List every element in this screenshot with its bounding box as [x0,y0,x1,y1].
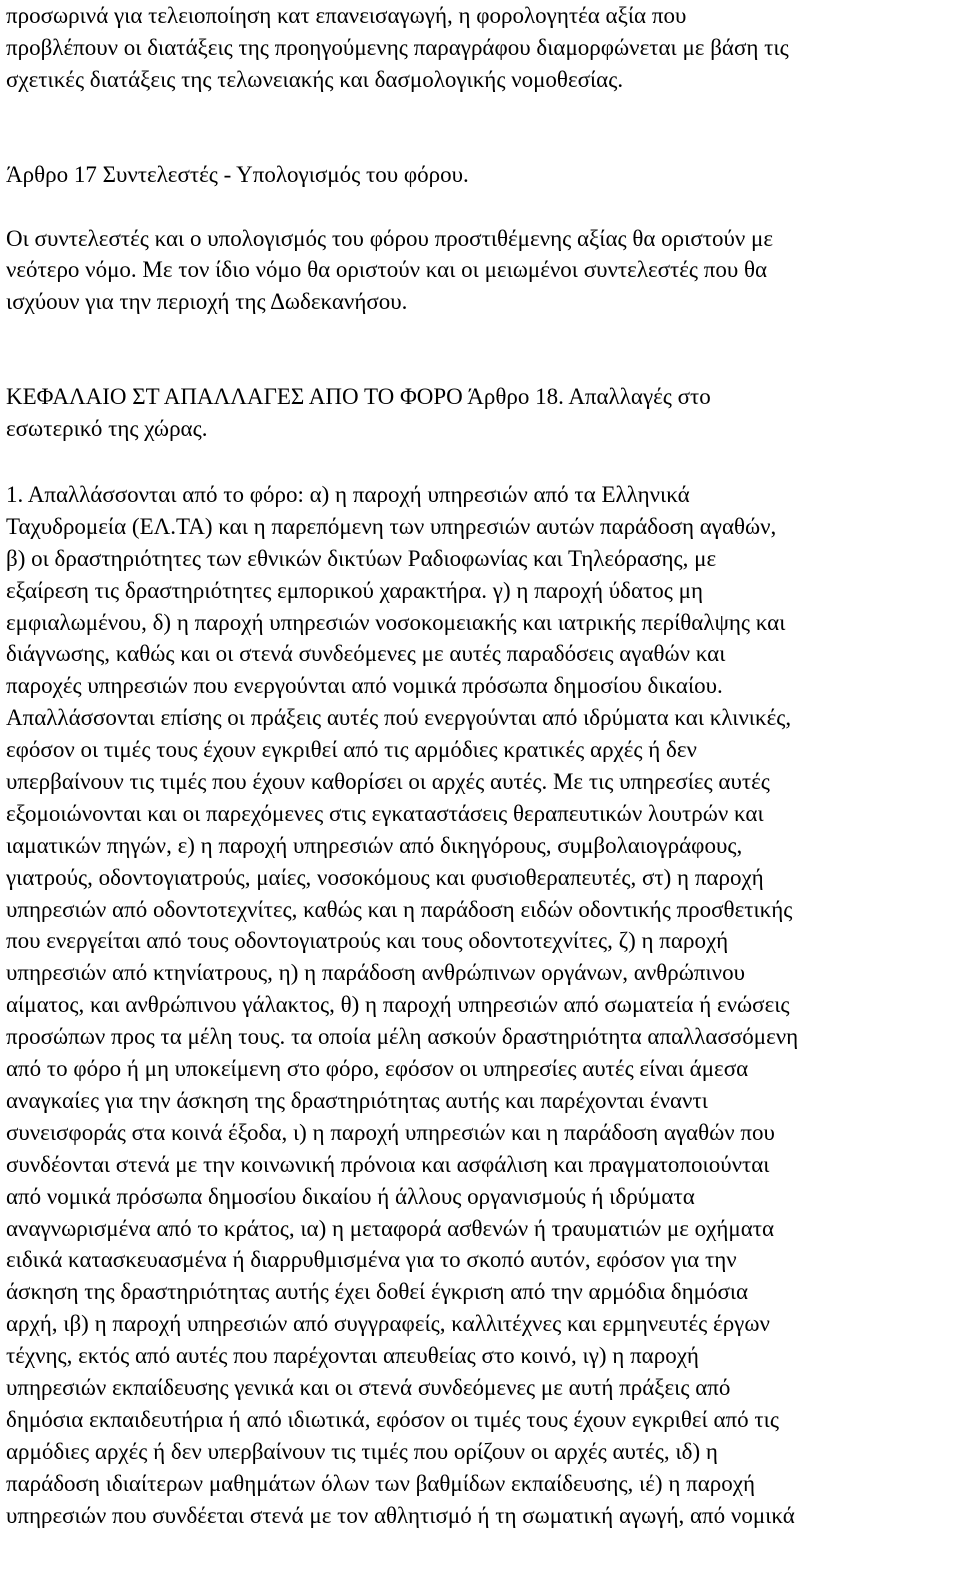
chapter-heading-line: ΚΕΦΑΛΑΙΟ ΣΤ ΑΠΑΛΛΑΓΕΣ ΑΠΟ ΤΟ ΦΟΡΟ Άρθρο 18. Απαλλαγές στο [6,384,711,410]
text-line: άσκηση της δραστηριότητας αυτής έχει δοθεί έγκριση από την αρμόδια δημόσια [6,1279,749,1305]
paragraph-1 [6,479,950,1531]
text-line: υπηρεσιών από οδοντοτεχνίτες, καθώς και η παράδοση ειδών οδοντικής προσθετικής [6,896,793,922]
text-line: από νομικά πρόσωπα δημοσίου δικαίου ή άλλους οργανισμούς ή ιδρύματα [6,1183,695,1209]
text-line: παράδοση ιδιαίτερων μαθημάτων όλων των βαθμίδων εκπαίδευσης, ιέ) η παροχή [6,1470,755,1496]
paragraph-spacer [6,191,950,223]
intro-paragraph [6,0,950,96]
article-17-section [6,159,950,319]
text-line: εφόσον οι τιμές τους έχουν εγκριθεί από τις αρμόδιες κρατικές αρχές ή δεν [6,737,697,763]
chapter-heading [6,381,950,445]
text-line: Ταχυδρομεία (ΕΛ.ΤΑ) και η παρεπόμενη των υπηρεσιών αυτών παράδοση αγαθών, [6,513,777,539]
text-line: ειδικά κατασκευασμένα ή διαρρυθμισμένα για το σκοπό αυτόν, εφόσον για την [6,1247,737,1273]
text-line: β) οι δραστηριότητες των εθνικών δικτύων Ραδιοφωνίας και Τηλεόρασης, με [6,545,717,571]
paragraph-spacer [6,445,950,479]
text-line: Οι συντελεστές και ο υπολογισμός του φόρου προστιθέμενης αξίας θα οριστούν με [6,225,774,251]
article-17-heading: Άρθρο 17 Συντελεστές - Υπολογισμός του φόρου. [6,161,469,187]
text-line: παροχές υπηρεσιών που ενεργούνται από νομικά πρόσωπα δημοσίου δικαίου. [6,673,723,699]
text-line: διάγνωσης, καθώς και οι στενά συνδεόμενες με αυτές παραδόσεις αγαθών και [6,641,726,667]
text-line: εξαίρεση τις δραστηριότητες εμπορικού χαρακτήρα. γ) η παροχή ύδατος μη [6,577,703,603]
text-line: υπηρεσιών που συνδέεται στενά με τον αθλητισμό ή τη σωματική αγωγή, από νομικά [6,1502,795,1528]
text-line: προσωρινά για τελειοποίηση κατ επανεισαγωγή, η φορολογητέα αξία που [6,3,687,28]
text-line: δημόσια εκπαιδευτήρια ή από ιδιωτικά, εφόσον οι τιμές τους έχουν εγκριθεί από τις [6,1406,779,1432]
text-line: τέχνης, εκτός από αυτές που παρέχονται απευθείας στο κοινό, ιγ) η παροχή [6,1343,699,1369]
text-line: εμφιαλωμένου, δ) η παροχή υπηρεσιών νοσοκομειακής και ιατρικής περίθαλψης και [6,609,786,635]
text-line: αναγκαίες για την άσκηση της δραστηριότητας αυτής και παρέχονται έναντι [6,1087,708,1113]
text-line: αρχή, ιβ) η παροχή υπηρεσιών από συγγραφείς, καλλιτέχνες και ερμηνευτές έργων [6,1311,770,1337]
text-line: υπερβαίνουν τις τιμές που έχουν καθορίσει οι αρχές αυτές. Με τις υπηρεσίες αυτές [6,769,770,795]
text-line: αρμόδιες αρχές ή δεν υπερβαίνουν τις τιμές που ορίζουν οι αρχές αυτές, ιδ) η [6,1438,718,1464]
text-line: υπηρεσιών από κτηνίατρους, η) η παράδοση ανθρώπινων οργάνων, ανθρώπινου [6,960,745,986]
text-line: ιαματικών πηγών, ε) η παροχή υπηρεσιών από δικηγόρους, συμβολαιογράφους, [6,832,743,858]
text-line: συνεισφοράς στα κοινά έξοδα, ι) η παροχή υπηρεσιών και η παράδοση αγαθών που [6,1119,775,1145]
text-line: από το φόρο ή μη υποκείμενη στο φόρο, εφόσον οι υπηρεσίες αυτές είναι άμεσα [6,1056,749,1082]
text-line: αίματος, και ανθρώπινου γάλακτος, θ) η παροχή υπηρεσιών από σωματεία ή ενώσεις [6,992,790,1018]
paragraph-spacer [6,318,950,381]
text-line: Απαλλάσσονται επίσης οι πράξεις αυτές πού ενεργούνται από ιδρύματα και κλινικές, [6,705,792,731]
text-line: που ενεργείται από τους οδοντογιατρούς και τους οδοντοτεχνίτες, ζ) η παροχή [6,928,729,954]
text-line: συνδέονται στενά με την κοινωνική πρόνοια και ασφάλιση και πραγματοποιούνται [6,1151,770,1177]
text-line: 1. Απαλλάσσονται από το φόρο: α) η παροχή υπηρεσιών από τα Ελληνικά [6,482,690,508]
text-line: ισχύουν για την περιοχή της Δωδεκανήσου. [6,289,408,315]
text-line: σχετικές διατάξεις της τελωνειακής και δασμολογικής νομοθεσίας. [6,66,624,92]
text-line: υπηρεσιών εκπαίδευσης γενικά και οι στενά συνδεόμενες με αυτή πράξεις από [6,1374,731,1400]
text-line: νεότερο νόμο. Με τον ίδιο νόμο θα οριστούν και οι μειωμένοι συντελεστές που θα [6,257,768,283]
text-line: προσώπων προς τα μέλη τους. τα οποία μέλη ασκούν δραστηριότητα απαλλασσόμενη [6,1024,799,1050]
chapter-heading-line: εσωτερικό της χώρας. [6,416,208,442]
text-line: γιατρούς, οδοντογιατρούς, μαίες, νοσοκόμους και φυσιοθεραπευτές, στ) η παροχή [6,864,764,890]
paragraph-spacer [6,96,950,159]
text-line: προβλέπουν οι διατάξεις της προηγούμενης παραγράφου διαμορφώνεται με βάση τις [6,34,789,60]
text-line: αναγνωρισμένα από το κράτος, ια) η μεταφορά ασθενών ή τραυματιών με οχήματα [6,1215,775,1241]
text-line: εξομοιώνονται και οι παρεχόμενες στις εγκαταστάσεις θεραπευτικών λουτρών και [6,800,764,826]
